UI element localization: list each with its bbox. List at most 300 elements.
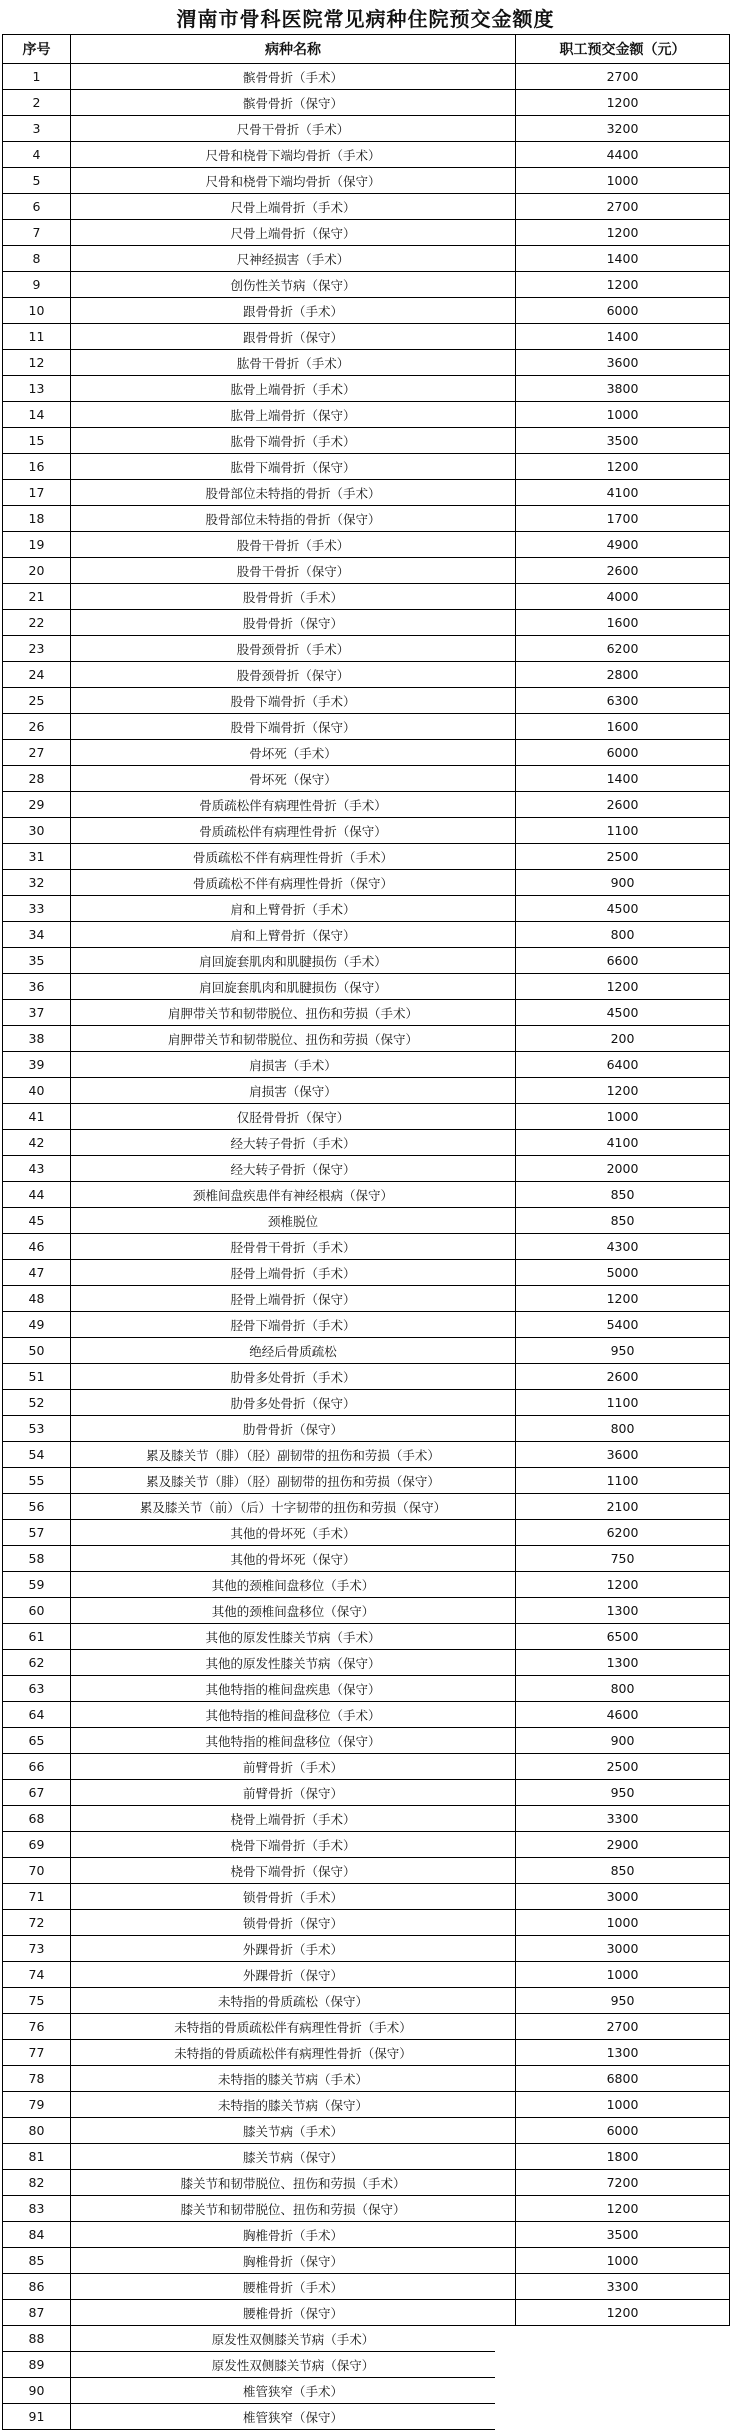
cell-no: 89 <box>3 2352 71 2378</box>
table-row <box>3 246 730 272</box>
cell-no: 85 <box>3 2248 71 2274</box>
cell-no: 65 <box>3 1728 71 1754</box>
cell-amount: 6400 <box>516 1052 730 1078</box>
table-row <box>3 792 730 818</box>
table-row <box>3 1650 730 1676</box>
cell-name: 外踝骨折（保守） <box>71 1962 516 1988</box>
cell-amount: 1600 <box>516 714 730 740</box>
table-row <box>3 1260 730 1286</box>
cell-name: 其他特指的椎间盘移位（手术） <box>71 1702 516 1728</box>
cell-name: 肱骨下端骨折（手术） <box>71 428 516 454</box>
table-row <box>3 1468 730 1494</box>
cell-amount: 1200 <box>516 974 730 1000</box>
cell-amount: 6600 <box>516 948 730 974</box>
header-amount: 职工预交金额（元） <box>516 35 730 64</box>
cell-no: 51 <box>3 1364 71 1390</box>
cell-no: 35 <box>3 948 71 974</box>
cell-amount: 1000 <box>516 2092 730 2118</box>
table-row <box>3 480 730 506</box>
cell-amount: 4100 <box>516 1130 730 1156</box>
cell-no: 24 <box>3 662 71 688</box>
cell-amount: 4500 <box>516 1000 730 1026</box>
cell-no: 87 <box>3 2300 71 2326</box>
cell-name: 前臂骨折（手术） <box>71 1754 516 1780</box>
cell-no: 31 <box>3 844 71 870</box>
cell-amount: 1600 <box>516 610 730 636</box>
table-row <box>3 1780 730 1806</box>
cell-no: 40 <box>3 1078 71 1104</box>
cell-name: 尺骨干骨折（手术） <box>71 116 516 142</box>
table-row <box>3 1676 730 1702</box>
cell-no: 58 <box>3 1546 71 1572</box>
header-no: 序号 <box>3 35 71 64</box>
cell-no: 18 <box>3 506 71 532</box>
cell-name: 胫骨上端骨折（保守） <box>71 1286 516 1312</box>
cell-amount: 2500 <box>516 844 730 870</box>
cell-no: 64 <box>3 1702 71 1728</box>
table-row <box>3 220 730 246</box>
cell-amount: 5400 <box>516 1312 730 1338</box>
cell-name: 其他的原发性膝关节病（保守） <box>71 1650 516 1676</box>
cell-amount: 1100 <box>516 1390 730 1416</box>
cell-no: 54 <box>3 1442 71 1468</box>
cell-name: 肩损害（手术） <box>71 1052 516 1078</box>
cell-amount: 4500 <box>516 896 730 922</box>
table-row <box>3 636 730 662</box>
cell-amount: 950 <box>516 1338 730 1364</box>
cell-no: 71 <box>3 1884 71 1910</box>
table-row <box>3 1832 730 1858</box>
table-row <box>3 1572 730 1598</box>
table-row <box>3 818 730 844</box>
cell-name: 桡骨下端骨折（保守） <box>71 1858 516 1884</box>
cell-amount: 1100 <box>516 1468 730 1494</box>
table-row <box>3 2014 730 2040</box>
cell-no: 47 <box>3 1260 71 1286</box>
table-row <box>3 844 730 870</box>
cell-no: 34 <box>3 922 71 948</box>
table-row <box>3 64 730 90</box>
cell-name: 其他的骨坏死（保守） <box>71 1546 516 1572</box>
table-row <box>3 1416 730 1442</box>
cell-no: 88 <box>3 2326 71 2352</box>
table-row <box>3 1936 730 1962</box>
cell-amount: 1300 <box>516 1598 730 1624</box>
cell-no: 53 <box>3 1416 71 1442</box>
table-row <box>3 1806 730 1832</box>
cell-no: 15 <box>3 428 71 454</box>
cell-amount: 3800 <box>516 376 730 402</box>
cell-no: 68 <box>3 1806 71 1832</box>
cell-no: 61 <box>3 1624 71 1650</box>
cell-name: 骨质疏松不伴有病理性骨折（保守） <box>71 870 516 896</box>
cell-name: 肱骨上端骨折（保守） <box>71 402 516 428</box>
table-row <box>3 2274 730 2300</box>
cell-name: 肩胛带关节和韧带脱位、扭伤和劳损（保守） <box>71 1026 516 1052</box>
table-row <box>3 1234 730 1260</box>
table-row <box>3 1598 730 1624</box>
table-row <box>3 688 730 714</box>
cell-name: 外踝骨折（手术） <box>71 1936 516 1962</box>
table-row <box>3 1130 730 1156</box>
cell-no: 67 <box>3 1780 71 1806</box>
table-row <box>3 272 730 298</box>
table-body <box>3 64 730 2430</box>
table-row <box>3 90 730 116</box>
cell-name: 肱骨下端骨折（保守） <box>71 454 516 480</box>
cell-amount: 1200 <box>516 2300 730 2326</box>
cell-no: 20 <box>3 558 71 584</box>
cell-name: 骨质疏松伴有病理性骨折（保守） <box>71 818 516 844</box>
cell-amount: 1000 <box>516 1104 730 1130</box>
table-row <box>3 1858 730 1884</box>
cell-amount: 1200 <box>516 1572 730 1598</box>
cell-name: 桡骨下端骨折（手术） <box>71 1832 516 1858</box>
cell-amount: 6800 <box>516 2066 730 2092</box>
blank-region <box>495 2326 731 2434</box>
table-row <box>3 1728 730 1754</box>
cell-amount: 3600 <box>516 350 730 376</box>
cell-amount: 850 <box>516 1858 730 1884</box>
cell-name: 经大转子骨折（保守） <box>71 1156 516 1182</box>
cell-no: 82 <box>3 2170 71 2196</box>
cell-no: 36 <box>3 974 71 1000</box>
cell-name: 累及膝关节（腓）（胫）副韧带的扭伤和劳损（手术） <box>71 1442 516 1468</box>
table-row <box>3 2092 730 2118</box>
cell-amount: 3000 <box>516 1884 730 1910</box>
cell-amount: 1000 <box>516 2248 730 2274</box>
table-row <box>3 896 730 922</box>
cell-amount: 6000 <box>516 298 730 324</box>
cell-amount: 1000 <box>516 168 730 194</box>
cell-no: 49 <box>3 1312 71 1338</box>
cell-name: 绝经后骨质疏松 <box>71 1338 516 1364</box>
table-row <box>3 298 730 324</box>
cell-no: 33 <box>3 896 71 922</box>
table-row <box>3 610 730 636</box>
cell-amount: 1400 <box>516 324 730 350</box>
cell-amount: 1700 <box>516 506 730 532</box>
cell-name: 膝关节病（保守） <box>71 2144 516 2170</box>
cell-amount: 2600 <box>516 1364 730 1390</box>
table-row <box>3 1988 730 2014</box>
cell-amount: 4100 <box>516 480 730 506</box>
cell-amount: 800 <box>516 922 730 948</box>
table-row <box>3 2144 730 2170</box>
table-row <box>3 1026 730 1052</box>
cell-name: 腰椎骨折（手术） <box>71 2274 516 2300</box>
cell-name: 跟骨骨折（保守） <box>71 324 516 350</box>
cell-name: 股骨干骨折（手术） <box>71 532 516 558</box>
cell-no: 37 <box>3 1000 71 1026</box>
table-row <box>3 558 730 584</box>
table-row <box>3 1338 730 1364</box>
cell-no: 57 <box>3 1520 71 1546</box>
header-name: 病种名称 <box>71 35 516 64</box>
cell-amount: 3200 <box>516 116 730 142</box>
cell-name: 尺骨和桡骨下端均骨折（保守） <box>71 168 516 194</box>
cell-name: 胫骨下端骨折（手术） <box>71 1312 516 1338</box>
cell-amount: 2500 <box>516 1754 730 1780</box>
table-row <box>3 2300 730 2326</box>
cell-amount: 800 <box>516 1416 730 1442</box>
cell-no: 75 <box>3 1988 71 2014</box>
cell-amount: 1000 <box>516 402 730 428</box>
cell-name: 髌骨骨折（保守） <box>71 90 516 116</box>
table-row <box>3 194 730 220</box>
cell-no: 69 <box>3 1832 71 1858</box>
cell-no: 2 <box>3 90 71 116</box>
table-row <box>3 1182 730 1208</box>
table-row <box>3 1364 730 1390</box>
cell-no: 56 <box>3 1494 71 1520</box>
cell-amount: 2600 <box>516 558 730 584</box>
cell-amount: 2700 <box>516 194 730 220</box>
cell-name: 股骨部位未特指的骨折（手术） <box>71 480 516 506</box>
cell-no: 12 <box>3 350 71 376</box>
cell-amount: 1200 <box>516 272 730 298</box>
cell-name: 肩和上臂骨折（保守） <box>71 922 516 948</box>
cell-amount: 850 <box>516 1208 730 1234</box>
cell-name: 股骨干骨折（保守） <box>71 558 516 584</box>
cell-amount: 1800 <box>516 2144 730 2170</box>
table-row <box>3 454 730 480</box>
cell-amount: 1300 <box>516 2040 730 2066</box>
cell-name: 未特指的骨质疏松（保守） <box>71 1988 516 2014</box>
cell-name: 尺骨上端骨折（手术） <box>71 194 516 220</box>
cell-no: 80 <box>3 2118 71 2144</box>
cell-name: 尺神经损害（手术） <box>71 246 516 272</box>
cell-amount: 1200 <box>516 454 730 480</box>
cell-name: 锁骨骨折（手术） <box>71 1884 516 1910</box>
cell-name: 骨质疏松不伴有病理性骨折（手术） <box>71 844 516 870</box>
cell-no: 32 <box>3 870 71 896</box>
table-row <box>3 1494 730 1520</box>
cell-name: 原发性双侧膝关节病（手术） <box>71 2326 516 2352</box>
cell-no: 79 <box>3 2092 71 2118</box>
cell-name: 膝关节和韧带脱位、扭伤和劳损（手术） <box>71 2170 516 2196</box>
cell-amount: 6200 <box>516 636 730 662</box>
cell-name: 肋骨骨折（保守） <box>71 1416 516 1442</box>
cell-no: 14 <box>3 402 71 428</box>
cell-name: 未特指的膝关节病（保守） <box>71 2092 516 2118</box>
table-row <box>3 2196 730 2222</box>
cell-no: 45 <box>3 1208 71 1234</box>
cell-amount: 900 <box>516 1728 730 1754</box>
cell-amount: 3500 <box>516 2222 730 2248</box>
table-row <box>3 1078 730 1104</box>
cell-name: 股骨骨折（保守） <box>71 610 516 636</box>
cell-no: 3 <box>3 116 71 142</box>
cell-name: 肱骨干骨折（手术） <box>71 350 516 376</box>
cell-name: 未特指的骨质疏松伴有病理性骨折（保守） <box>71 2040 516 2066</box>
cell-name: 肱骨上端骨折（手术） <box>71 376 516 402</box>
cell-no: 44 <box>3 1182 71 1208</box>
cell-name: 未特指的骨质疏松伴有病理性骨折（手术） <box>71 2014 516 2040</box>
cell-no: 83 <box>3 2196 71 2222</box>
table-row <box>3 428 730 454</box>
cell-name: 原发性双侧膝关节病（保守） <box>71 2352 516 2378</box>
cell-name: 股骨下端骨折（保守） <box>71 714 516 740</box>
cell-no: 52 <box>3 1390 71 1416</box>
cell-amount: 1300 <box>516 1650 730 1676</box>
cell-no: 7 <box>3 220 71 246</box>
cell-amount: 2700 <box>516 64 730 90</box>
cell-amount: 3600 <box>516 1442 730 1468</box>
cell-no: 81 <box>3 2144 71 2170</box>
cell-name: 椎管狭窄（保守） <box>71 2404 516 2430</box>
cell-no: 17 <box>3 480 71 506</box>
cell-name: 锁骨骨折（保守） <box>71 1910 516 1936</box>
table-row <box>3 324 730 350</box>
cell-name: 其他特指的椎间盘移位（保守） <box>71 1728 516 1754</box>
cell-no: 72 <box>3 1910 71 1936</box>
cell-no: 22 <box>3 610 71 636</box>
cell-amount: 6300 <box>516 688 730 714</box>
table-row <box>3 1546 730 1572</box>
table-row <box>3 2118 730 2144</box>
cell-amount: 5000 <box>516 1260 730 1286</box>
cell-name: 其他的骨坏死（手术） <box>71 1520 516 1546</box>
cell-no: 11 <box>3 324 71 350</box>
cell-no: 76 <box>3 2014 71 2040</box>
cell-no: 4 <box>3 142 71 168</box>
table-row <box>3 532 730 558</box>
cell-no: 19 <box>3 532 71 558</box>
cell-name: 股骨颈骨折（保守） <box>71 662 516 688</box>
cell-name: 创伤性关节病（保守） <box>71 272 516 298</box>
cell-amount: 6000 <box>516 2118 730 2144</box>
cell-amount: 800 <box>516 1676 730 1702</box>
cell-no: 62 <box>3 1650 71 1676</box>
cell-no: 90 <box>3 2378 71 2404</box>
cell-amount: 2700 <box>516 2014 730 2040</box>
cell-amount: 1200 <box>516 1286 730 1312</box>
cell-amount: 1200 <box>516 220 730 246</box>
table-row <box>3 116 730 142</box>
cell-name: 髌骨骨折（手术） <box>71 64 516 90</box>
cell-amount: 4600 <box>516 1702 730 1728</box>
cell-no: 91 <box>3 2404 71 2430</box>
cell-no: 27 <box>3 740 71 766</box>
cell-no: 29 <box>3 792 71 818</box>
cell-amount: 3300 <box>516 1806 730 1832</box>
cell-no: 30 <box>3 818 71 844</box>
cell-name: 前臂骨折（保守） <box>71 1780 516 1806</box>
cell-amount: 850 <box>516 1182 730 1208</box>
cell-name: 其他的颈椎间盘移位（手术） <box>71 1572 516 1598</box>
table-row <box>3 1624 730 1650</box>
cell-name: 尺骨上端骨折（保守） <box>71 220 516 246</box>
cell-no: 66 <box>3 1754 71 1780</box>
cell-amount: 950 <box>516 1988 730 2014</box>
cell-amount: 7200 <box>516 2170 730 2196</box>
cell-no: 42 <box>3 1130 71 1156</box>
table-row <box>3 402 730 428</box>
cell-no: 84 <box>3 2222 71 2248</box>
cell-name: 股骨部位未特指的骨折（保守） <box>71 506 516 532</box>
cell-name: 尺骨和桡骨下端均骨折（手术） <box>71 142 516 168</box>
cell-no: 1 <box>3 64 71 90</box>
cell-name: 胫骨上端骨折（手术） <box>71 1260 516 1286</box>
cell-name: 膝关节和韧带脱位、扭伤和劳损（保守） <box>71 2196 516 2222</box>
cell-no: 70 <box>3 1858 71 1884</box>
cell-amount: 900 <box>516 870 730 896</box>
cell-name: 胫骨骨干骨折（手术） <box>71 1234 516 1260</box>
table-row <box>3 376 730 402</box>
cell-amount: 6500 <box>516 1624 730 1650</box>
cell-name: 肩损害（保守） <box>71 1078 516 1104</box>
table-row <box>3 1520 730 1546</box>
cell-name: 未特指的膝关节病（手术） <box>71 2066 516 2092</box>
table-row <box>3 168 730 194</box>
table-row <box>3 1884 730 1910</box>
cell-amount: 2800 <box>516 662 730 688</box>
cell-amount: 200 <box>516 1026 730 1052</box>
cell-no: 63 <box>3 1676 71 1702</box>
cell-name: 椎管狭窄（手术） <box>71 2378 516 2404</box>
cell-name: 其他特指的椎间盘疾患（保守） <box>71 1676 516 1702</box>
cell-no: 5 <box>3 168 71 194</box>
table-row <box>3 2222 730 2248</box>
cell-amount: 6200 <box>516 1520 730 1546</box>
table-row <box>3 2040 730 2066</box>
cell-no: 39 <box>3 1052 71 1078</box>
cell-amount: 950 <box>516 1780 730 1806</box>
table-row <box>3 1156 730 1182</box>
cell-amount: 1200 <box>516 2196 730 2222</box>
cell-no: 21 <box>3 584 71 610</box>
cell-no: 26 <box>3 714 71 740</box>
cell-amount: 1000 <box>516 1962 730 1988</box>
table-row <box>3 740 730 766</box>
table-row <box>3 1208 730 1234</box>
cell-no: 28 <box>3 766 71 792</box>
cell-name: 颈椎脱位 <box>71 1208 516 1234</box>
cell-name: 股骨颈骨折（手术） <box>71 636 516 662</box>
cell-name: 肩回旋套肌肉和肌腱损伤（手术） <box>71 948 516 974</box>
cell-name: 颈椎间盘疾患伴有神经根病（保守） <box>71 1182 516 1208</box>
cell-amount: 2600 <box>516 792 730 818</box>
cell-amount: 1100 <box>516 818 730 844</box>
cell-no: 23 <box>3 636 71 662</box>
table-row <box>3 2170 730 2196</box>
table-row <box>3 350 730 376</box>
cell-no: 60 <box>3 1598 71 1624</box>
cell-amount: 750 <box>516 1546 730 1572</box>
table-row <box>3 1312 730 1338</box>
cell-name: 经大转子骨折（手术） <box>71 1130 516 1156</box>
table-row <box>3 506 730 532</box>
cell-amount: 1200 <box>516 1078 730 1104</box>
cell-amount: 2000 <box>516 1156 730 1182</box>
table-row <box>3 1390 730 1416</box>
table-row <box>3 870 730 896</box>
cell-no: 59 <box>3 1572 71 1598</box>
cell-name: 肩胛带关节和韧带脱位、扭伤和劳损（手术） <box>71 1000 516 1026</box>
table-row <box>3 1962 730 1988</box>
table-row <box>3 2066 730 2092</box>
cell-name: 股骨下端骨折（手术） <box>71 688 516 714</box>
cell-no: 25 <box>3 688 71 714</box>
table-row <box>3 662 730 688</box>
table-row <box>3 2248 730 2274</box>
table-row <box>3 1052 730 1078</box>
cell-amount: 3300 <box>516 2274 730 2300</box>
table-row <box>3 1104 730 1130</box>
cell-name: 肋骨多处骨折（手术） <box>71 1364 516 1390</box>
cell-name: 累及膝关节（腓）（胫）副韧带的扭伤和劳损（保守） <box>71 1468 516 1494</box>
